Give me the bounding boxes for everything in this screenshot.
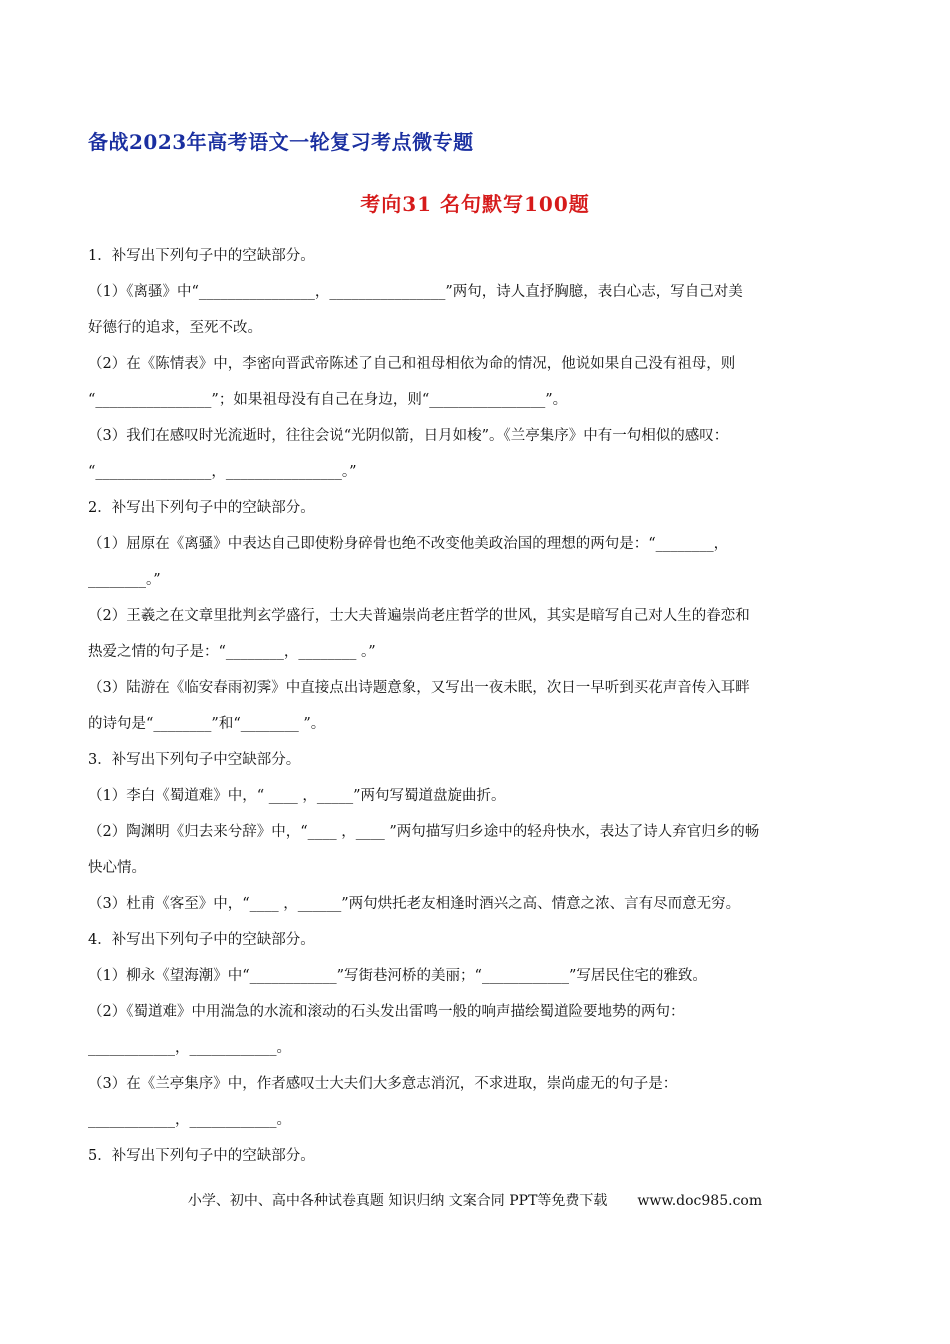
question-text: （1）《离骚》中“________________，________________”两句，诗人直抒胸臆，表白心志，写自己对美	[88, 284, 743, 300]
question-text: （2）陶渊明《归去来兮辞》中，“____ ，____ ”两句描写归乡途中的轻舟快水，表达了诗人弃官归乡的畅	[88, 824, 760, 840]
question-text: （3）在《兰亭集序》中，作者感叹士大夫们大多意志消沉，不求进取，崇尚虚无的句子是：	[88, 1076, 678, 1092]
question-text: ____________，____________。	[88, 1112, 291, 1128]
series-title: 备战2023年高考语文一轮复习考点微专题	[88, 130, 474, 154]
question-text: （2）在《陈情表》中，李密向晋武帝陈述了自己和祖母相依为命的情况，他说如果自己没有祖母，则	[88, 356, 736, 372]
question-text: 热爱之情的句子是：“________，________ 。”	[88, 644, 376, 660]
question-heading: 4．补写出下列句子中的空缺部分。	[88, 932, 315, 948]
question-text: （3）杜甫《客至》中，“____ ，______”两句烘托老友相逢时酒兴之高、情意之浓、言有尽而意无穷。	[88, 896, 741, 912]
question-heading: 3．补写出下列句子中空缺部分。	[88, 752, 301, 768]
question-text: “________________，________________。”	[88, 464, 357, 480]
question-heading: 5．补写出下列句子中的空缺部分。	[88, 1148, 315, 1164]
question-text: 的诗句是“________”和“________ ”。	[88, 716, 326, 732]
footer-url[interactable]: www.doc985.com	[637, 1193, 763, 1209]
question-text: （1）李白《蜀道难》中，“ ____ ，_____”两句写蜀道盘旋曲折。	[88, 788, 506, 804]
footer-text: 小学、初中、高中各种试卷真题 知识归纳 文案合同 PPT等免费下载	[187, 1193, 608, 1209]
question-text: （1）屈原在《离骚》中表达自己即使粉身碎骨也绝不改变他美政治国的理想的两句是：“________，	[88, 536, 729, 552]
question-heading: 1．补写出下列句子中的空缺部分。	[88, 248, 315, 264]
question-text: 好德行的追求，至死不改。	[88, 320, 262, 336]
question-text: （1）柳永《望海潮》中“____________”写街巷河桥的美丽；“____________”写居民住宅的雅致。	[88, 968, 707, 984]
question-text: （3）陆游在《临安春雨初霁》中直接点出诗题意象，又写出一夜未眠，次日一早听到买花声音传入耳畔	[88, 680, 750, 696]
page-footer	[0, 1190, 950, 1210]
question-text: （2）王羲之在文章里批判玄学盛行，士大夫普遍崇尚老庄哲学的世风，其实是暗写自己对人生的眷恋和	[88, 608, 750, 624]
question-text: （2）《蜀道难》中用湍急的水流和滚动的石头发出雷鸣一般的响声描绘蜀道险要地势的两句：	[88, 1004, 685, 1020]
question-heading: 2．补写出下列句子中的空缺部分。	[88, 500, 315, 516]
question-text: 快心情。	[88, 860, 146, 876]
question-text: （3）我们在感叹时光流逝时，往往会说“光阴似箭，日月如梭”。《兰亭集序》中有一句相似的感叹：	[88, 428, 729, 444]
main-title: 考向31 名句默写100题	[360, 192, 590, 216]
question-text: ____________，____________。	[88, 1040, 291, 1056]
question-text: “________________”；如果祖母没有自己在身边，则“________________”。	[88, 392, 568, 408]
question-list	[88, 238, 868, 1174]
question-text: ________。”	[88, 572, 161, 588]
